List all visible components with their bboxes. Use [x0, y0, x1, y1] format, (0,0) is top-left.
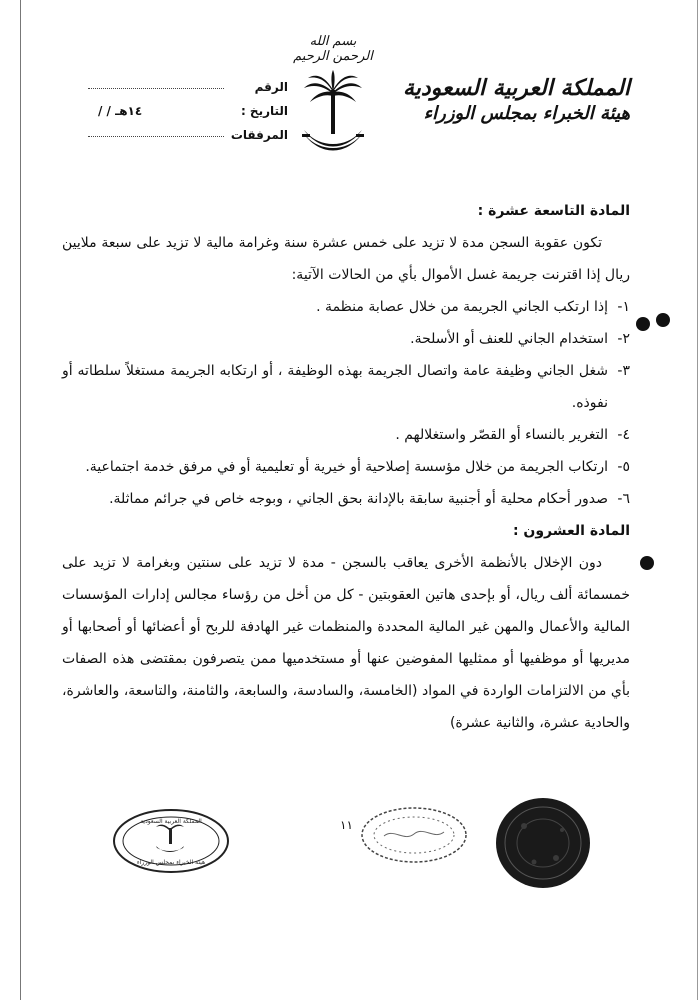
date-row: [58, 94, 288, 118]
saudi-emblem-icon: [300, 70, 366, 162]
attachments-value: [88, 124, 224, 137]
ref-row: [58, 70, 288, 94]
list-item: ٣- شغل الجاني وظيفة عامة واتصال الجريمة بهذه الوظيفة ، أو ارتكابه الجريمة مستغلاً سلطاته أو نفوذه.: [62, 363, 630, 411]
agency-department: هيئة الخبراء بمجلس الوزراء: [423, 103, 630, 124]
list-item: ٢- استخدام الجاني للعنف أو الأسلحة.: [410, 331, 630, 347]
list-item: ٥- ارتكاب الجريمة من خلال مؤسسة إصلاحية أو خيرية أو تعليمية أو في مرفق خدمة اجتماعية.: [85, 459, 630, 475]
agency-name: [400, 74, 630, 126]
dark-round-seal-icon: [494, 796, 592, 890]
article-20-title: المادة العشرون :: [512, 523, 630, 539]
document-body: [62, 195, 630, 739]
article-19-title: المادة التاسعة عشرة :: [477, 203, 630, 219]
scan-left-edge: [20, 0, 21, 1000]
page-number: ١١: [340, 818, 353, 832]
punch-hole-icon: [636, 317, 650, 331]
article-19-intro: تكون عقوبة السجن مدة لا تزيد على خمس عشرة سنة وغرامة مالية لا تزيد على سبعة ملايين ريال إذا اقترنت جريمة غسل الأموال بأي من الحالات الآتية:: [62, 235, 630, 283]
date-label: التاريخ :: [240, 104, 288, 118]
country-name: المملكة العربية السعودية: [402, 75, 630, 101]
attachments-label: المرفقات: [230, 128, 288, 142]
faint-stamp-icon: [360, 806, 468, 864]
basmala: بسم الله الرحمن الرحيم: [293, 34, 373, 64]
punch-hole-icon: [656, 313, 670, 327]
seal-ring-text: المملكة العربية السعودية: [140, 818, 202, 825]
article-20-text: دون الإخلال بالأنظمة الأخرى يعاقب بالسجن - مدة لا تزيد على سنتين وبغرامة لا تزيد على خمسمائة ألف ريال، أو بإحدى هاتين العقوبتين - كل من أخل من رؤساء مجالس إدارات المؤسسات المالية والأعمال والمهن غير المالية المحددة والمنظمات غير الهادفة للربح أو أعضائها أو أصحابها أو مديريها أو موظفيها أو ممثليها المفوضين عنها أو مستخدميها ممن يتصرفون بمقتضى هذه الصفات بأي من الالتزامات الواردة في المواد (الخامسة، والسادسة، والسابعة، والثامنة، والتاسعة، والعاشرة، والحادية عشرة، والثانية عشرة): [62, 555, 630, 731]
punch-hole-icon: [640, 556, 654, 570]
date-value: / / ١٤هـ: [98, 104, 143, 118]
attachments-row: [58, 118, 288, 142]
official-seal-icon: [112, 808, 230, 874]
scan-right-edge: [697, 0, 698, 1000]
list-item: ٦- صدور أحكام محلية أو أجنبية سابقة بالإدانة بحق الجاني ، وبوجه خاص في جرائم مماثلة.: [109, 491, 630, 507]
document-meta: [58, 70, 288, 142]
list-item: ١- إذا ارتكب الجاني الجريمة من خلال عصابة منظمة .: [316, 299, 630, 315]
ref-label: الرقم: [254, 80, 288, 94]
ref-value: [88, 76, 224, 89]
seal-bottom-text: هيئة الخبراء بمجلس الوزراء: [136, 859, 206, 866]
list-item: ٤- التغرير بالنساء أو القصّر واستغلالهم .: [395, 427, 630, 443]
